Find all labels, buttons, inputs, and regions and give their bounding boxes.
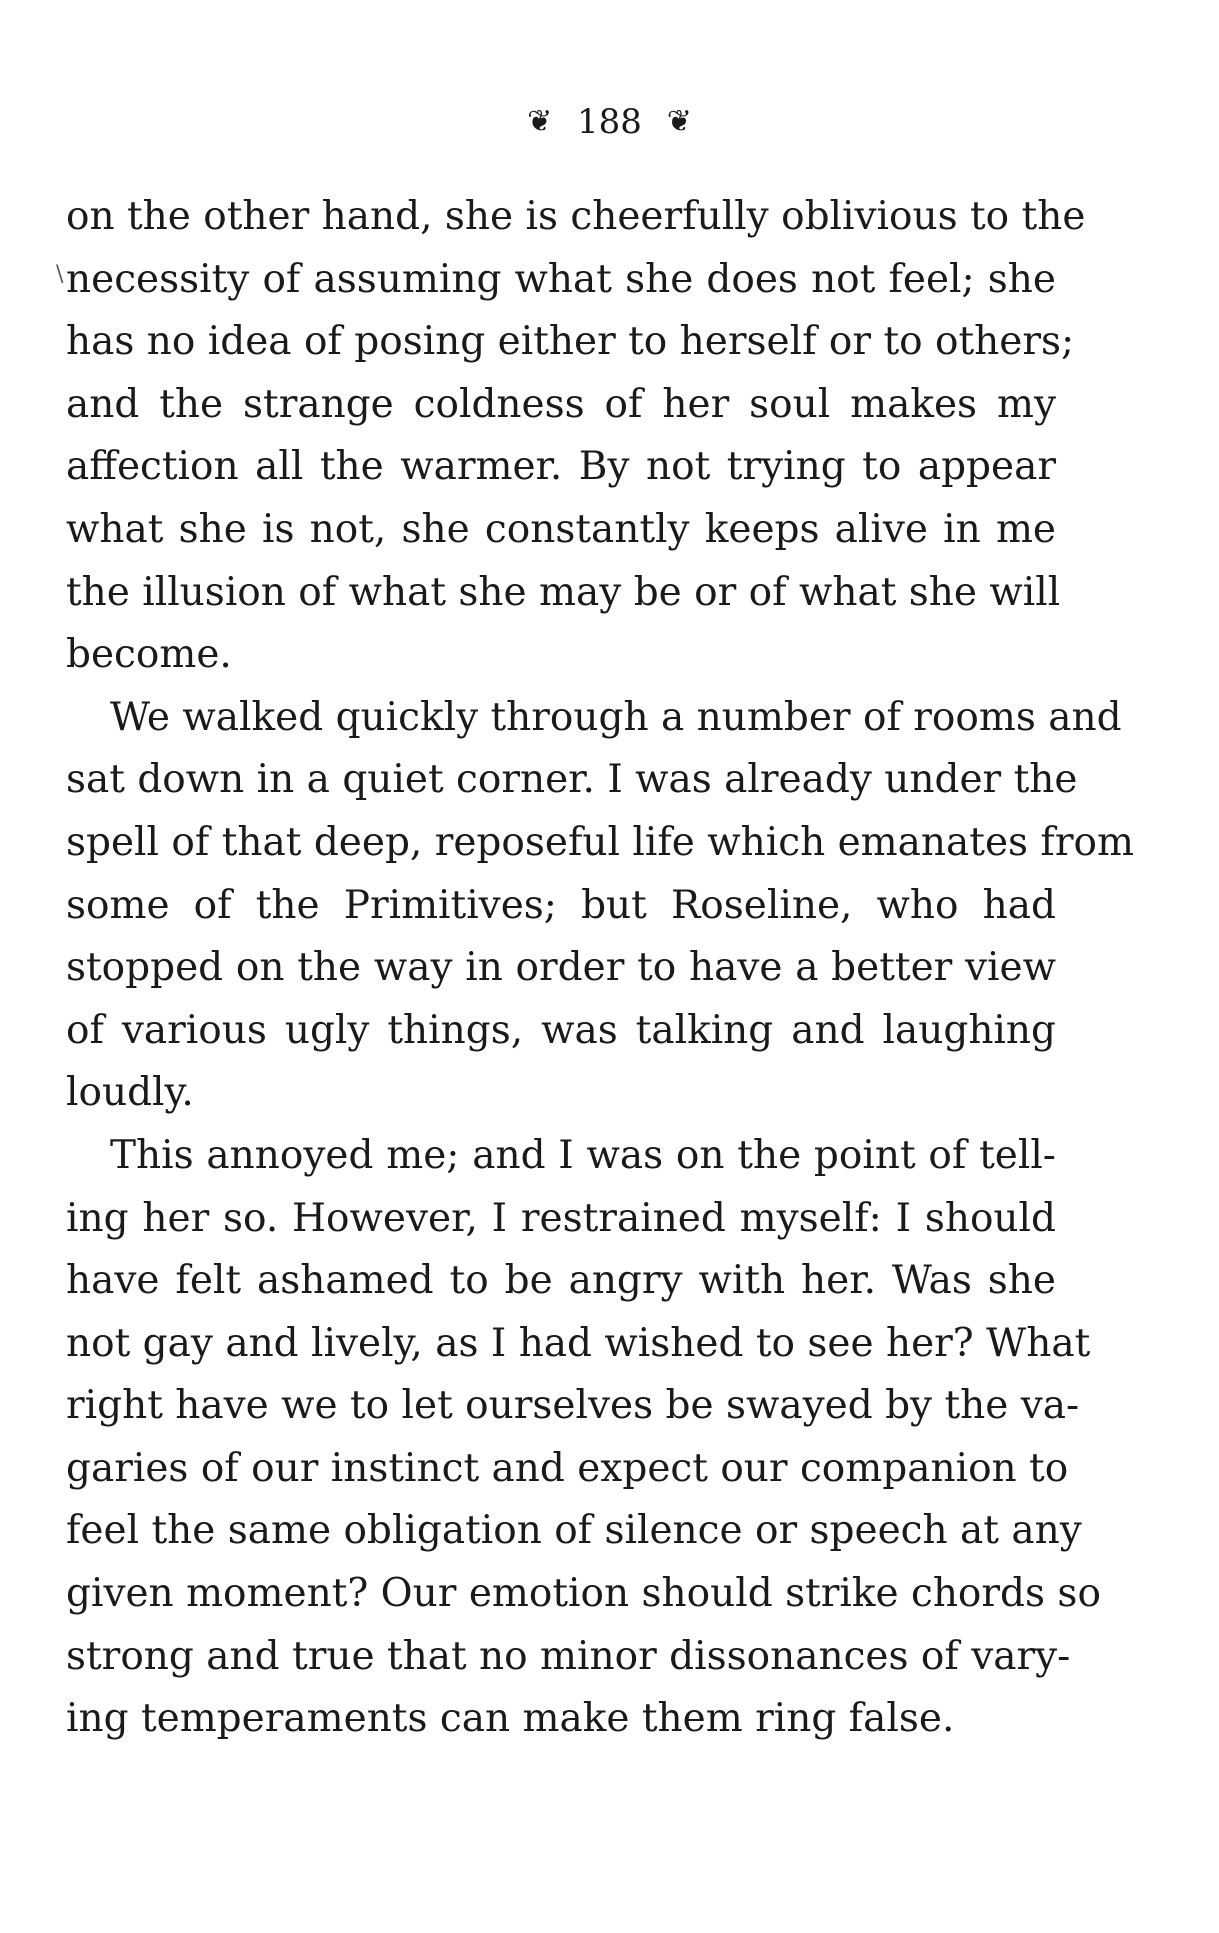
fleuron-left-icon: ❦: [527, 104, 553, 139]
text-line: ing her so. However, I restrained myself: I should: [66, 1195, 1056, 1241]
text-line: have felt ashamed to be angry with her. Was she: [66, 1258, 1056, 1304]
text-line: feel the same obligation of silence or speech at any: [66, 1508, 1082, 1554]
text-line: become.: [66, 632, 232, 678]
text-line: strong and true that no minor dissonances of vary-: [66, 1633, 1071, 1679]
paragraph-2: [66, 687, 1134, 1125]
text-line: spell of that deep, reposeful life which emanates from: [66, 819, 1134, 865]
text-line: loudly.: [66, 1070, 194, 1116]
fleuron-right-icon: ❦: [666, 104, 692, 139]
text-line: the illusion of what she may be or of what she will: [66, 569, 1061, 615]
text-line: given moment? Our emotion should strike chords so: [66, 1571, 1101, 1617]
text-line: on the other hand, she is cheerfully oblivious to the: [66, 194, 1086, 239]
text-line: affection all the warmer. By not trying to appear: [66, 444, 1056, 490]
text-line: This annoyed me; and I was on the point of tell-: [110, 1132, 1056, 1178]
text-line: necessity of assuming what she does not feel; she: [66, 256, 1056, 302]
body-text: [66, 186, 1134, 1751]
margin-pencil-mark: \: [56, 262, 64, 287]
text-line: ing temperaments can make them ring false.: [66, 1696, 955, 1742]
text-line: and the strange coldness of her soul makes my: [66, 381, 1056, 427]
text-line: not gay and lively, as I had wished to see her? What: [66, 1320, 1091, 1366]
text-line: sat down in a quiet corner. I was already under the: [66, 757, 1078, 803]
text-line: what she is not, she constantly keeps alive in me: [66, 506, 1056, 552]
paragraph-3: [66, 1125, 1101, 1751]
paragraph-1: [66, 186, 1086, 687]
text-line: garies of our instinct and expect our companion to: [66, 1445, 1069, 1491]
text-line: right have we to let ourselves be swayed by the va-: [66, 1383, 1080, 1429]
text-line: some of the Primitives; but Roseline, who had: [66, 882, 1056, 928]
page-header: [0, 100, 1219, 144]
text-line: of various ugly things, was talking and laughing: [66, 1007, 1056, 1053]
page-number: 188: [577, 102, 642, 142]
text-line: We walked quickly through a number of rooms and: [110, 694, 1122, 740]
text-line: has no idea of posing either to herself or to others;: [66, 319, 1075, 365]
text-line: stopped on the way in order to have a better view: [66, 945, 1056, 991]
